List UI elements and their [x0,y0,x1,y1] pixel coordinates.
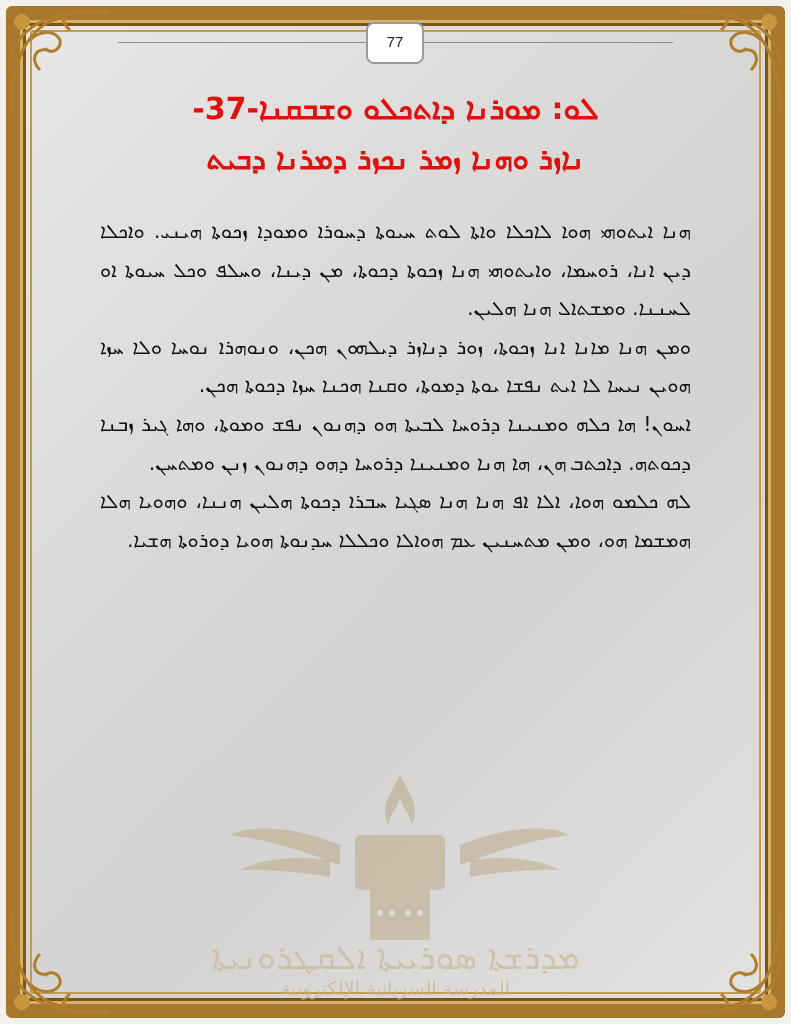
page-number: 77 [366,22,424,64]
school-emblem-icon [230,765,570,945]
ornament-corner-bottom-left-icon [0,904,120,1024]
paragraph: ܘܡܢ ܗܢܐ ܡܐܢܐ ܐܢܐ ܙܟܘܬܐ، ܙܘܪ ܕܢܐܙܪ ܕܝܠܗܘܢ ܗܟܢ، ܘܢܘܗܪܐ ܢܘܚܐ ܘܠܐ ܚܙܐ ܗܘܝܢ ܢܝܚܐ ܠܐ ܐܝܬ ܢܦܫܐ ܝܘܬܐ ܕܡܘܬܐ، ܘܩܢܐ ܗܟܢܐ ܚܙܐ ܕܟܘܬܐ ܗܟܢ. [100,334,691,398]
watermark-arabic: المدرسة السريانية الإلكترونية [280,978,511,1000]
watermark-syriac: ܡܕܪܫܬܐ ܣܘܪܝܝܬܐ ܐܠܩܛܪܘܢܝܬܐ [211,938,580,978]
paragraph: ܠܗ ܟܠܡܘ ܗܘܐ، ܐܠܐ ܐܦ ܗܢܐ ܗܢܐ ܣܓܝܐ ܚܒܪܐ ܕܟܘܬܐ ܗܠܝܢ ܗܢܢܐ، ܘܗܘܝܐ ܗܠܐ ܗܡܫܡܐ ܗܘ، ܘܡܢ ܡܬܚܢܝܢ ܥܡ ܗܘܐܠܐ ܘܟܠܠܐ ܚܕܢܘܬܐ ܗܘܝܐ ܕܘܪܘܬܐ ܗܫܝܐ. [100,489,691,552]
lesson-title: ܠܘ: ܡܘܪܢܐ ܕܐܬܟܠܘ ܘܫܒܩܢܐ-37- [192,92,599,127]
paragraph: ܗܢܐ ܐܝܬܘܗܝ ܗܘܐ ܠܐܟܠܐ ܘܐܬܐ ܠܘܬ ܚܝܘܬܐ ܕܚܘܪܐ ܘܡܘܕܐ ܙܟܘܬܐ ܗܝܢܝ. ܘܐܟܠܐ ܕܝܢ ܐܢܐ، ܪܘܚܡܐ، ܘܐܝܬܘܗܝ ܗܢܐ ܙܟܘܬܐ ܕܟܘܬܐ، ܡܢ ܕܝܢܐ، ܘܚܠܦ ܘܟܠ ܚܝܘܬܐ ܐܘ ܠܚܢܢܐ. ܘܡܫܬܐܠ ܗܢܐ ܗܠܝܢ. [100,219,691,321]
lesson-subtitle: ܢܐܙܪ ܘܗܢܐ ܙܡܪ ܢܟܙܪ ܕܡܪܢܐ ܕܒܝܬ [206,142,585,176]
paragraph: ܐܚܘܢ! ܗܐ ܟܠܗ ܘܡܢܝܢܐ ܕܪܘܚܐ ܠܒܝܬܐ ܗܘ ܕܗܢܘܢ ܢܦܫ ܘܡܘܬܐ، ܘܗܐ ܓܝܪ ܙܒܢܐ ܕܟܘܬܗ. ܕܐܟܬܒ ܗܢ، ܗܐ ܗܢܐ ܘܡܢܝܢܐ ܕܪܘܚܐ ܕܗܘ ܕܗܢܘܢ ܙܢܢ ܘܡܬܚܢ. [100,411,691,475]
lesson-body [100,212,691,559]
ornament-corner-bottom-right-icon [671,904,791,1024]
